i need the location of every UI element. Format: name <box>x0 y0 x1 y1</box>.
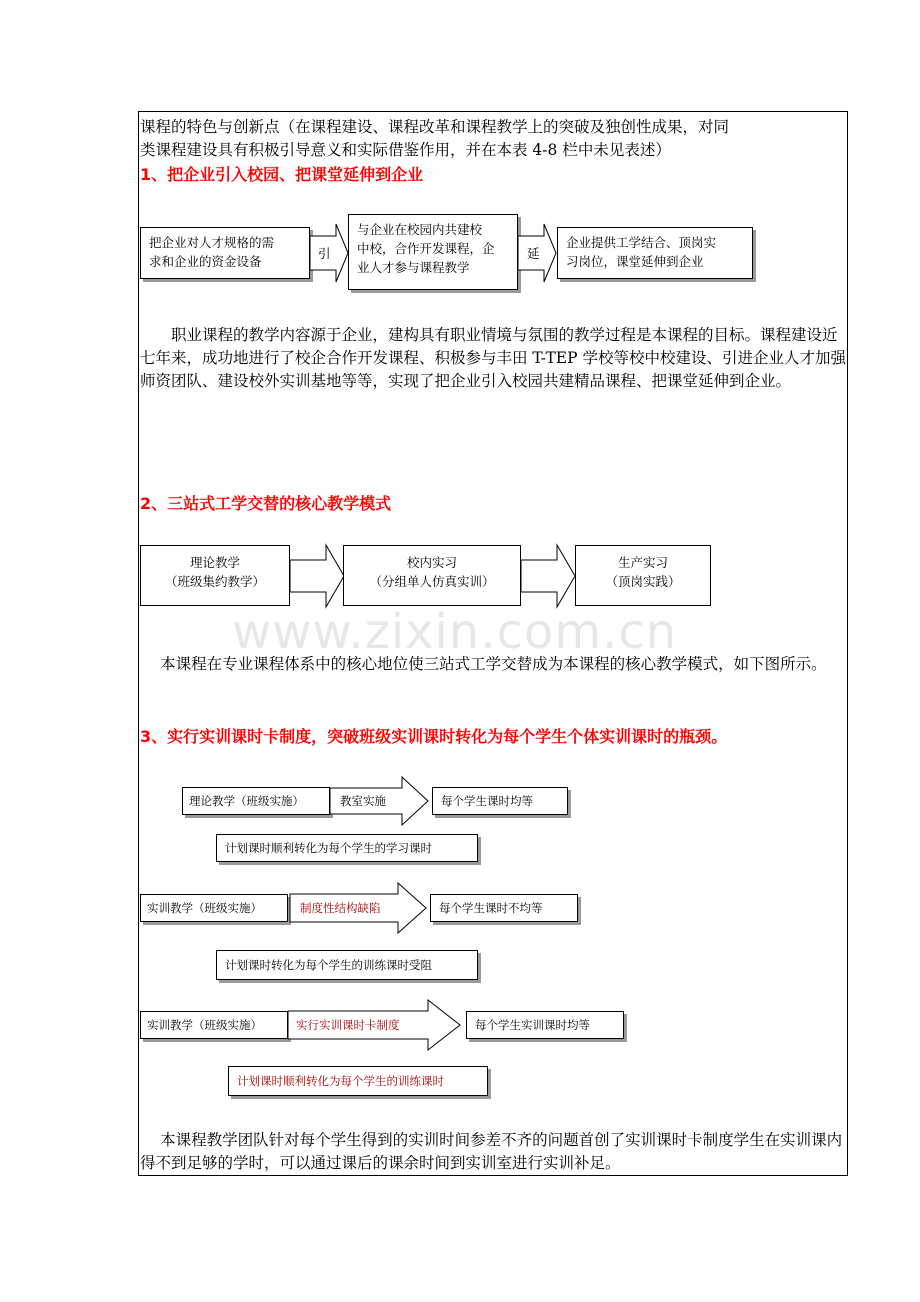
section3-paragraph: 本课程教学团队针对每个学生得到的实训时间参差不齐的问题首创了实训课时卡制度学生在实训课内得不到足够的学时，可以通过课后的课余时间到实训室进行实训补足。 <box>140 1131 843 1172</box>
s3-row1-right <box>432 787 568 815</box>
s3-row1-arrow-label: 教室实施 <box>340 794 386 808</box>
s2-box3-line2: （顶岗实践） <box>605 574 681 589</box>
s2-box-campus <box>343 545 521 606</box>
watermark: www.zixin.com.cn <box>232 604 678 660</box>
s2-box1-line1: 理论教学 <box>189 555 240 570</box>
s3-row1-note-text: 计划课时顺利转化为每个学生的学习课时 <box>225 841 432 855</box>
section3-heading: 3、实行实训课时卡制度，突破班级实训课时转化为每个学生个体实训课时的瓶颈。 <box>140 727 728 746</box>
s2-arrow-1 <box>290 543 346 609</box>
section2-paragraph: 本课程在专业课程体系中的核心地位使三站式工学交替成为本课程的核心教学模式，如下图所示。 <box>160 655 827 673</box>
s1-box3-line2: 习岗位，课堂延伸到企业 <box>566 254 704 269</box>
section2-heading: 2、三站式工学交替的核心教学模式 <box>140 494 392 513</box>
s3-row2-right-text: 每个学生课时不均等 <box>439 901 543 915</box>
s3-row3-arrow-label: 实行实训课时卡制度 <box>296 1018 400 1032</box>
s3-row3-left <box>140 1011 288 1039</box>
s3-row3-right <box>466 1011 624 1039</box>
s2-box3-line1: 生产实习 <box>617 555 668 570</box>
s3-row2-left-text: 实训教学（班级实施） <box>147 901 262 915</box>
s3-row1-left <box>182 787 330 815</box>
s2-box2-line1: 校内实习 <box>406 555 457 570</box>
s2-box1-line2: （班级集约教学） <box>164 574 265 589</box>
s3-row2-arrow-label: 制度性结构缺陷 <box>300 901 381 915</box>
s1-box2-line1: 与企业在校园内共建校 <box>357 222 483 237</box>
s2-box2-line2: （分组单人仿真实训） <box>369 574 495 589</box>
s3-row2-note-text: 计划课时转化为每个学生的训练课时受阻 <box>225 958 432 972</box>
s1-box1-line2: 求和企业的资金设备 <box>149 254 262 269</box>
s3-row1-left-text: 理论教学（班级实施） <box>189 794 304 808</box>
intro-line-2: 类课程建设具有积极引导意义和实际借鉴作用，并在本表 4-8 栏中未见表述） <box>140 141 671 159</box>
s1-box1-line1: 把企业对人才规格的需 <box>149 235 275 250</box>
s2-box-production <box>575 545 711 606</box>
s1-box2-line2: 中校，合作开发课程，企 <box>357 241 495 256</box>
s1-box2-line3: 业人才参与课程教学 <box>357 260 470 275</box>
section1-paragraph: 职业课程的教学内容源于企业，建构具有职业情境与氛围的教学过程是本课程的目标。课程建设近七年来，成功地进行了校企合作开发课程、积极参与丰田 T-TEP 学校等校中校建设、引进企业人才加强师资团队、建设校外实训基地等等，实现了把企业引入校园共建精品课程、把课堂延伸到企业。 <box>140 326 846 390</box>
s1-arrow2-label: 延 <box>527 246 540 261</box>
s3-row1-note <box>216 834 478 862</box>
s2-box-theory <box>140 545 290 606</box>
s2-arrow-2 <box>521 543 577 609</box>
s3-row2-note <box>216 950 478 980</box>
s3-row3-note <box>228 1066 488 1096</box>
s1-box-cobuild <box>348 214 518 290</box>
s1-arrow1-label: 引 <box>318 246 331 261</box>
intro-line-1: 课程的特色与创新点（在课程建设、课程改革和课程教学上的突破及独创性成果，对同 <box>140 118 730 136</box>
s3-row3-right-text: 每个学生实训课时均等 <box>475 1018 590 1032</box>
section1-heading: 1、把企业引入校园、把课堂延伸到企业 <box>140 165 424 184</box>
s3-row2-right <box>430 894 578 922</box>
s3-row1-right-text: 每个学生课时均等 <box>441 794 533 808</box>
s3-row3-note-text: 计划课时顺利转化为每个学生的训练课时 <box>237 1074 444 1088</box>
s1-box3-line1: 企业提供工学结合、顶岗实 <box>566 235 717 250</box>
s1-box-requirements <box>140 227 310 279</box>
s3-row3-left-text: 实训教学（班级实施） <box>147 1018 262 1032</box>
s1-box-extend <box>557 227 753 279</box>
s3-row2-left <box>140 894 288 922</box>
